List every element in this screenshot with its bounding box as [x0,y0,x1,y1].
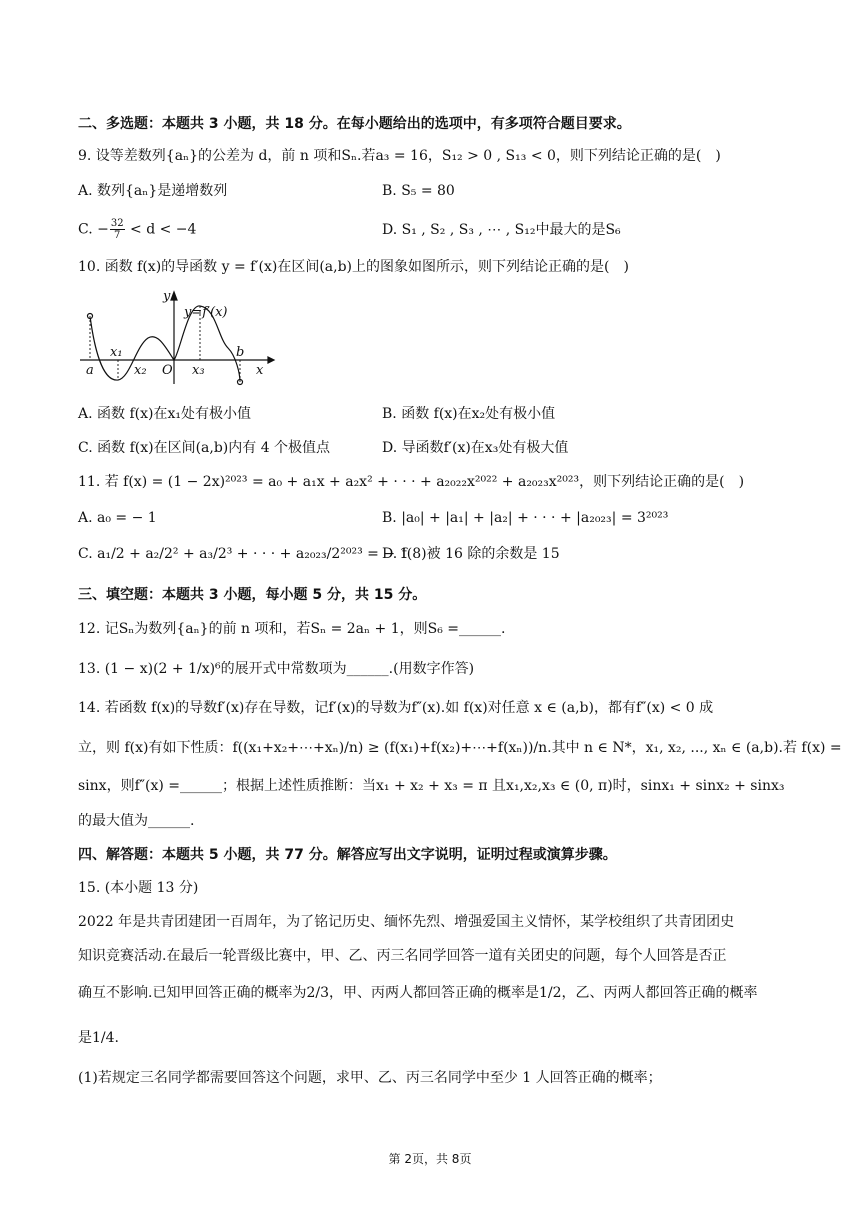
question-15-title: 15. (本小题 13 分) [78,880,199,896]
question-11-option-d: D. f(8)被 16 除的余数是 15 [382,546,560,562]
origin-label: O [162,363,173,378]
question-14-line-4: 的最大值为______. [78,813,195,829]
question-15-line-4: 是1/4. [78,1030,119,1046]
question-14-line-3: sinx，则f″(x) =______；根据上述性质推断：当x₁ + x₂ + x₃ = π 且x₁,x₂,x₃ ∈ (0, π)时，sinx₁ + sinx₂ + sinx₃ [78,778,785,794]
question-14-line-2: 立，则 f(x)有如下性质：f((x₁+x₂+⋯+xₙ)/n) ≥ (f(x₁)+f(x₂)+⋯+f(xₙ))/n.其中 n ∈ N*，x₁, x₂, ..., xₙ ∈ (a,b).若 f(x) = [78,740,842,756]
question-9-option-c [78,218,196,241]
question-10-option-b: B. 函数 f(x)在x₂处有极小值 [382,406,556,422]
question-11-option-a: A. a₀ = − 1 [78,510,157,526]
a-label: a [86,363,94,378]
question-15-line-3: 确互不影响.已知甲回答正确的概率为2/3，甲、丙两人都回答正确的概率是1/2，乙、丙两人都回答正确的概率 [78,985,758,1001]
page-footer: 第 2页，共 8页 [388,1152,472,1166]
question-15-line-1: 2022 年是共青团建团一百周年，为了铭记历史、缅怀先烈、增强爱国主义情怀，某学校组织了共青团团史 [78,914,735,930]
derivative-graph-figure [78,286,278,386]
x2-label: x₂ [134,363,147,378]
question-11-option-c: C. a₁/2 + a₂/2² + a₃/2³ + · · · + a₂₀₂₃/2²⁰²³ = − 1 [78,546,409,562]
question-11-option-b: B. |a₀| + |a₁| + |a₂| + · · · + |a₂₀₂₃| = 3²⁰²³ [382,510,669,526]
question-12: 12. 记Sₙ为数列{aₙ}的前 n 项和，若Sₙ = 2aₙ + 1，则S₆ =______. [78,621,506,637]
question-10-stem: 10. 函数 f(x)的导函数 y = f′(x)在区间(a,b)上的图象如图所示，则下列结论正确的是( ) [78,259,629,275]
question-10-option-a: A. 函数 f(x)在x₁处有极小值 [78,406,251,422]
question-10-option-c: C. 函数 f(x)在区间(a,b)内有 4 个极值点 [78,440,331,456]
question-15-line-2: 知识竞赛活动.在最后一轮晋级比赛中，甲、乙、丙三名同学回答一道有关团史的问题，每个人回答是否正 [78,948,727,964]
x-axis-arrow [268,357,274,363]
q9c-numerator: 32 [110,218,124,229]
section-heading-fill-in: 三、填空题：本题共 3 小题，每小题 5 分，共 15 分。 [78,587,427,603]
question-14-line-1: 14. 若函数 f(x)的导数f′(x)存在导数，记f′(x)的导数为f″(x).如 f(x)对任意 x ∈ (a,b)，都有f″(x) < 0 成 [78,700,714,716]
y-label: y [163,289,171,304]
question-13: 13. (1 − x)(2 + 1/x)⁶的展开式中常数项为______.(用数字作答) [78,661,475,677]
y-axis-arrow [171,292,177,300]
question-9-option-d: D. S₁ , S₂ , S₃ , ⋯ , S₁₂中最大的是S₆ [382,222,621,238]
question-9-option-b: B. S₅ = 80 [382,183,455,199]
section-heading-solutions: 四、解答题：本题共 5 小题，共 77 分。解答应写出文字说明，证明过程或演算步骤。 [78,847,617,863]
q9c-fraction [110,218,125,241]
question-15-part-1: (1)若规定三名同学都需要回答这个问题，求甲、乙、丙三名同学中至少 1 人回答正确的概率； [78,1070,662,1086]
x1-label: x₁ [110,345,123,360]
b-label: b [236,345,245,360]
curve-label: y=f′(x) [184,305,228,320]
question-11-stem: 11. 若 f(x) = (1 − 2x)²⁰²³ = a₀ + a₁x + a₂x² + · · · + a₂₀₂₂x²⁰²² + a₂₀₂₃x²⁰²³，则下列结论正确的是( ) [78,474,745,490]
x3-label: x₃ [192,363,205,378]
question-9-option-a: A. 数列{aₙ}是递增数列 [78,183,228,199]
question-9-stem: 9. 设等差数列{aₙ}的公差为 d，前 n 项和Sₙ.若a₃ = 16，S₁₂ > 0 , S₁₃ < 0，则下列结论正确的是( ) [78,148,721,164]
section-heading-multi-choice: 二、多选题：本题共 3 小题，共 18 分。在每小题给出的选项中，有多项符合题目要求。 [78,116,631,132]
question-10-option-d: D. 导函数f′(x)在x₃处有极大值 [382,440,569,456]
x-label: x [256,363,264,378]
q9c-prefix: C. − [78,221,109,238]
q9c-suffix: < d < −4 [130,221,197,238]
q9c-denominator: 7 [114,230,121,241]
